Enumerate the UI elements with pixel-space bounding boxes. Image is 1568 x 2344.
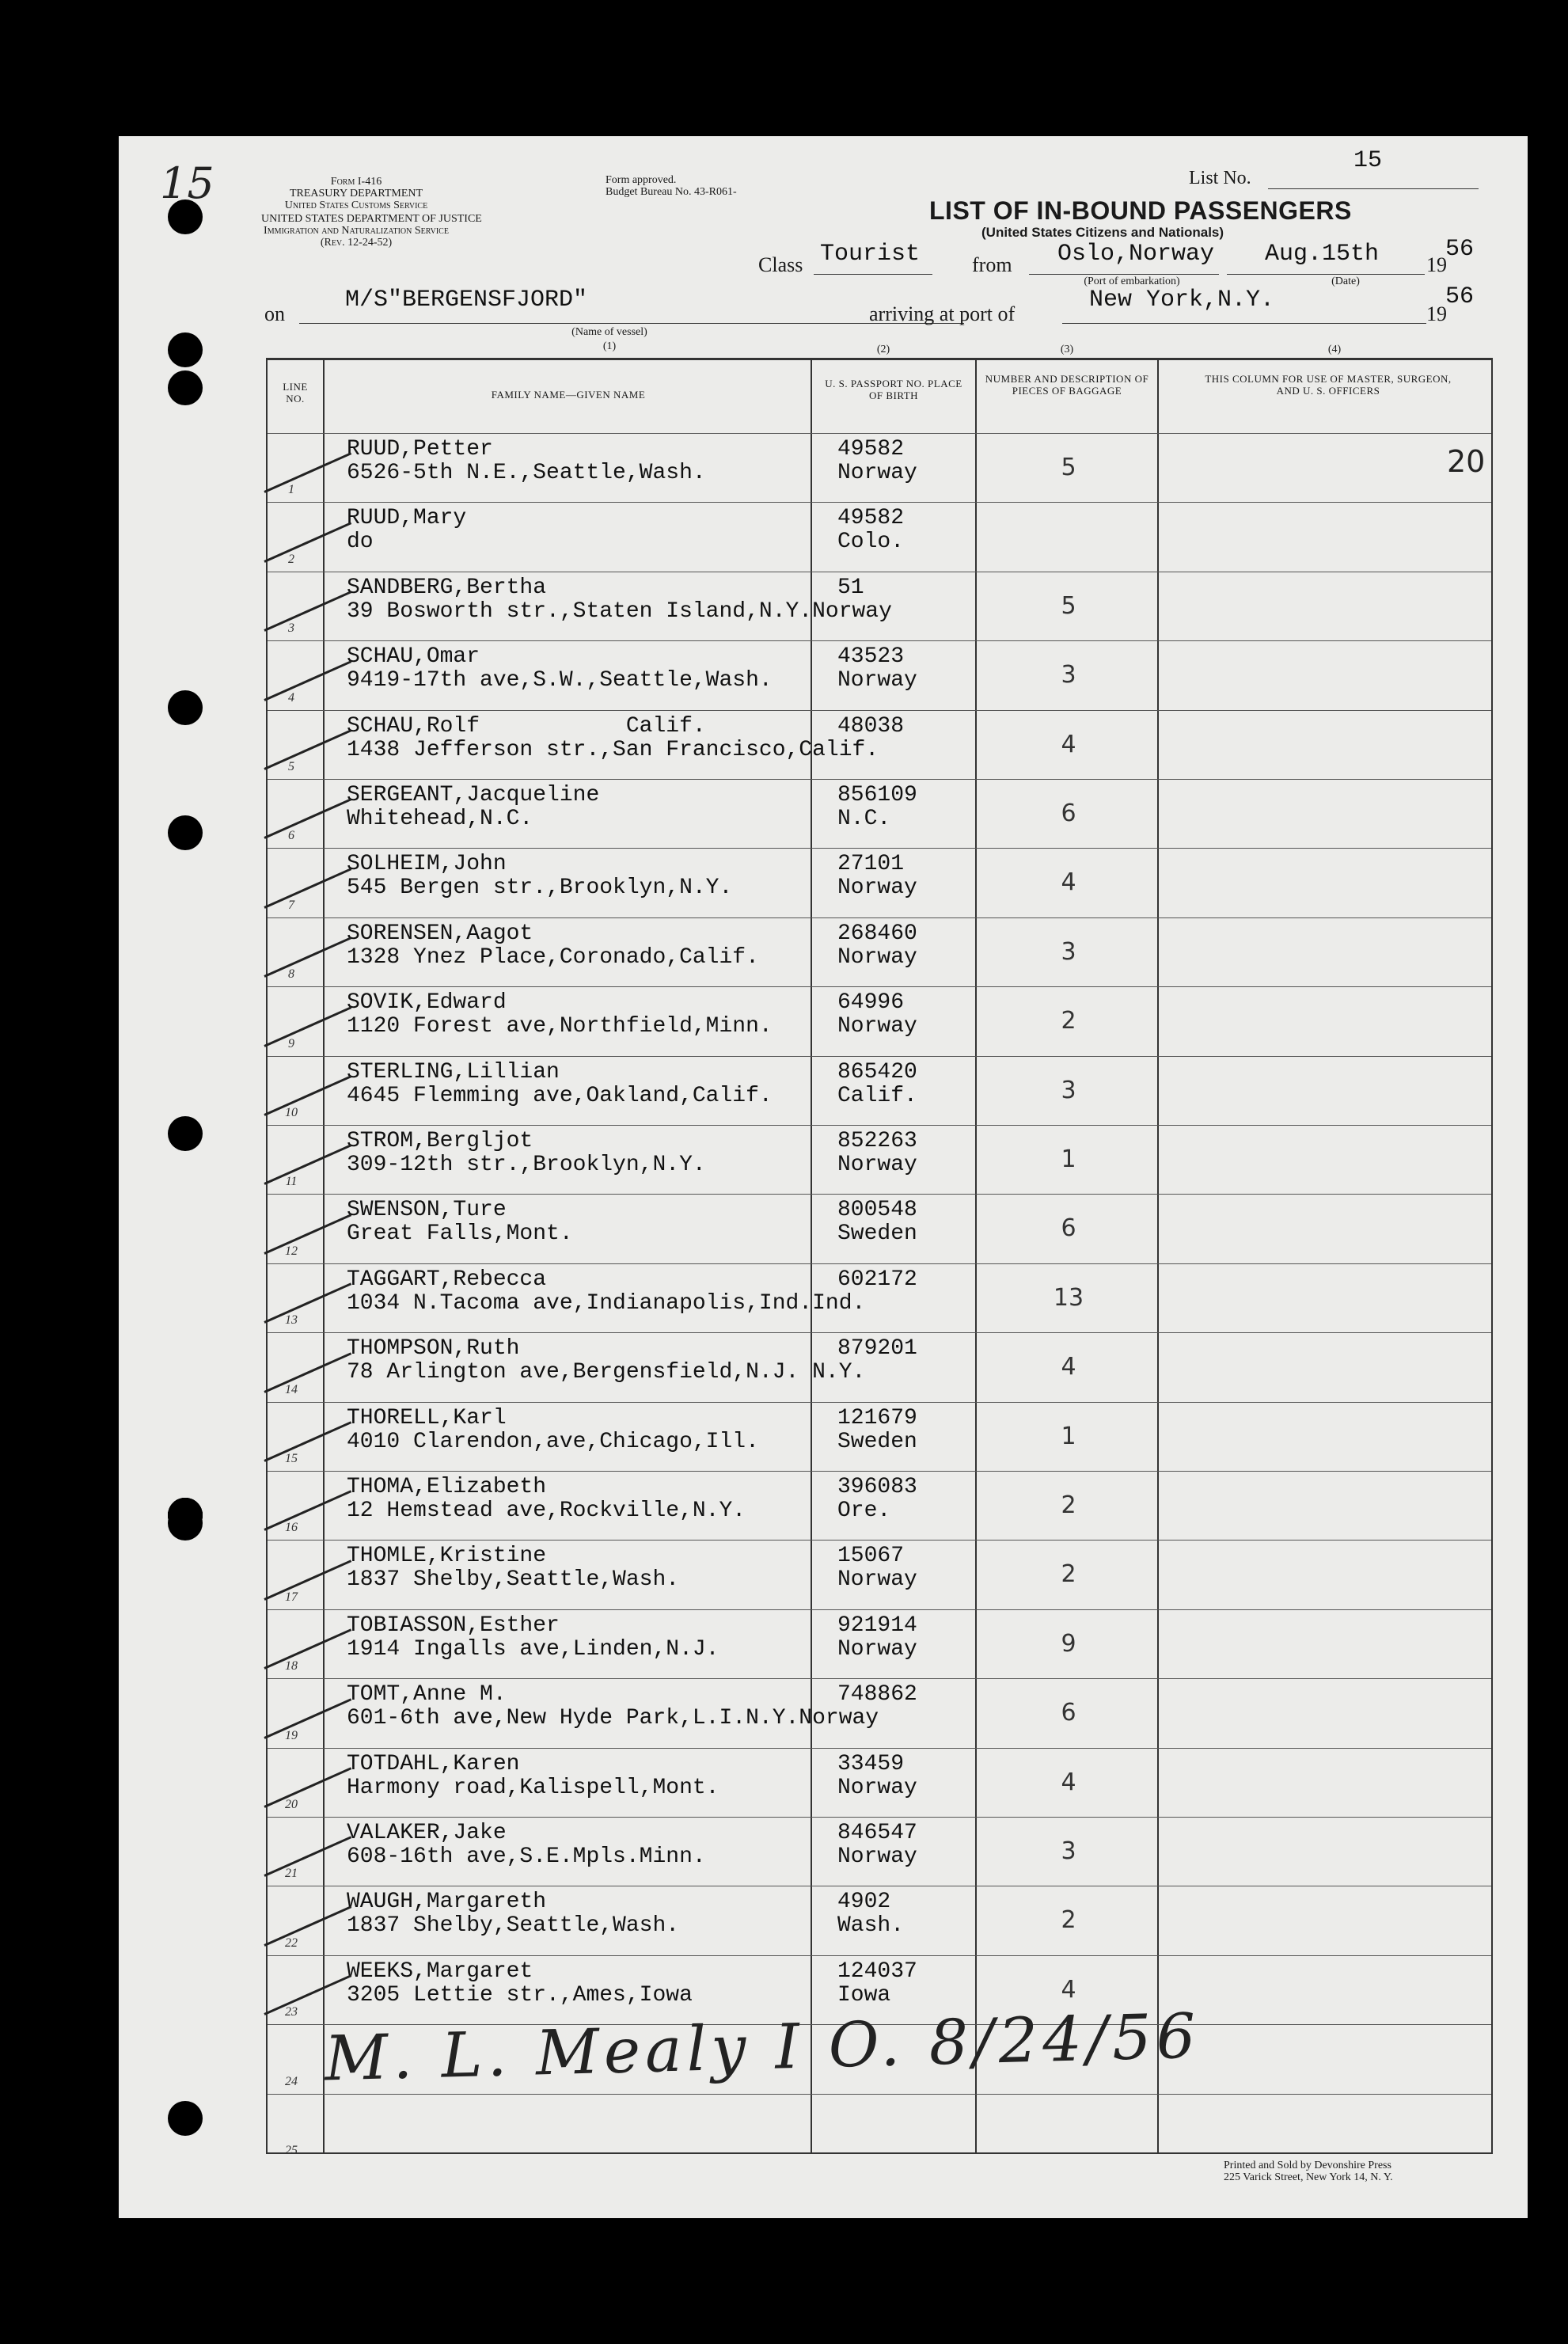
table-row: [268, 1263, 1491, 1332]
line-number: 5: [288, 759, 294, 773]
form-subtitle: (United States Citizens and Nationals): [981, 225, 1224, 240]
punch-hole: [168, 1498, 203, 1533]
passenger-name: THOMPSON,Ruth: [347, 1336, 520, 1362]
baggage-count: 6: [1061, 800, 1076, 827]
place-of-birth: Norway: [837, 1014, 917, 1039]
baggage-count: 5: [1061, 591, 1076, 620]
passenger-name: SOVIK,Edward: [347, 990, 507, 1016]
check-mark: [264, 660, 351, 701]
passenger-address: do: [347, 530, 374, 555]
passenger-address: 1120 Forest ave,Northfield,Minn.: [347, 1014, 773, 1039]
form-title: LIST OF IN-BOUND PASSENGERS: [929, 196, 1352, 225]
table-row: [268, 917, 1491, 986]
arrival-line: [1062, 323, 1426, 324]
passenger-name: TOMT,Anne M.: [347, 1682, 507, 1708]
line-number: 22: [285, 1936, 298, 1950]
punch-hole: [168, 2101, 203, 2136]
passenger-name: WEEKS,Margaret: [347, 1958, 533, 1984]
passenger-address: 4645 Flemming ave,Oakland,Calif.: [347, 1083, 773, 1108]
passenger-address: Harmony road,Kalispell,Mont.: [347, 1775, 719, 1800]
officer-note: 20: [1447, 444, 1486, 479]
passport-number: 121679: [837, 1405, 917, 1430]
table-row: [268, 1540, 1491, 1609]
table-row: [268, 1817, 1491, 1886]
baggage-count: 1: [1061, 1422, 1076, 1450]
check-mark: [264, 1145, 351, 1186]
header-line-no: LINE NO.: [283, 381, 308, 405]
vessel-name: M/S"BERGENSFJORD": [345, 287, 588, 313]
check-mark: [264, 1491, 351, 1532]
table-row: [268, 1886, 1491, 1955]
punch-hole: [168, 370, 203, 405]
passenger-address: 12 Hemstead ave,Rockville,N.Y.: [347, 1499, 746, 1523]
document-page: [119, 136, 1528, 2218]
passenger-name: THOMLE,Kristine: [347, 1544, 547, 1569]
printer-line: 225 Varick Street, New York 14, N. Y.: [1224, 2171, 1393, 2183]
line-number: 24: [285, 2074, 298, 2088]
baggage-count: 3: [1061, 1837, 1076, 1865]
check-mark: [264, 1767, 351, 1808]
table-row: [268, 779, 1491, 848]
line-number: 23: [285, 2005, 298, 2019]
table-row: [268, 1194, 1491, 1263]
passenger-name: TOBIASSON,Esther: [347, 1613, 560, 1638]
place-of-birth: Norway: [837, 1844, 917, 1869]
line-number: 15: [285, 1451, 298, 1465]
form-line: United States Customs Service: [284, 199, 428, 211]
passenger-address: 1837 Shelby,Seattle,Wash.: [347, 1567, 680, 1593]
form-line: TREASURY DEPARTMENT: [289, 188, 423, 199]
table-row: [268, 572, 1491, 640]
year-prefix: 19: [1426, 253, 1447, 276]
check-mark: [264, 1698, 351, 1739]
passport-number: 124037: [837, 1958, 917, 1984]
col-num-3: (3): [1060, 344, 1074, 355]
place-of-birth: Iowa: [837, 1982, 891, 2008]
passenger-name: WAUGH,Margareth: [347, 1890, 547, 1915]
passport-number: 48038: [837, 713, 905, 739]
baggage-count: 3: [1061, 661, 1076, 690]
check-mark: [264, 1975, 351, 2016]
table-row: [268, 1678, 1491, 1747]
table-row: [268, 1332, 1491, 1401]
passenger-name: SORENSEN,Aagot: [347, 921, 533, 946]
line-number: 21: [285, 1867, 298, 1881]
passport-number: 856109: [837, 783, 917, 807]
baggage-count: 6: [1061, 1214, 1076, 1243]
passenger-name: SCHAU,Rolf Calif.: [347, 713, 706, 739]
passenger-name: SWENSON,Ture: [347, 1198, 507, 1223]
passenger-name: STERLING,Lillian: [347, 1059, 560, 1085]
on-label: on: [264, 302, 285, 325]
list-no-label: List No.: [1189, 168, 1251, 188]
passport-number: 64996: [837, 990, 905, 1016]
passenger-address: 1034 N.Tacoma ave,Indianapolis,Ind.Ind.: [347, 1290, 866, 1316]
passenger-address: Whitehead,N.C.: [347, 807, 533, 831]
table-row: [268, 1056, 1491, 1125]
line-number: 6: [288, 829, 294, 843]
passenger-address: 78 Arlington ave,Bergensfield,N.J. N.Y.: [347, 1360, 866, 1385]
check-mark: [264, 1629, 351, 1670]
line-number: 13: [285, 1313, 298, 1328]
passenger-name: THORELL,Karl: [347, 1405, 507, 1430]
printer-line: Printed and Sold by Devonshire Press: [1224, 2160, 1391, 2171]
passenger-address: 4010 Clarendon,ave,Chicago,Ill.: [347, 1429, 759, 1454]
place-of-birth: Sweden: [837, 1429, 917, 1454]
date-caption: (Date): [1331, 275, 1360, 287]
place-of-birth: Norway: [837, 944, 917, 970]
approval-line: Budget Bureau No. 43-R061-: [606, 186, 737, 198]
punch-hole: [168, 1116, 203, 1151]
line-number: 9: [288, 1036, 294, 1050]
passport-number: 846547: [837, 1821, 917, 1845]
check-mark: [264, 1560, 351, 1601]
passenger-address: Great Falls,Mont.: [347, 1221, 573, 1247]
place-of-birth: Colo.: [837, 530, 905, 555]
port-caption: (Port of embarkation): [1084, 275, 1180, 287]
passenger-name: RUUD,Petter: [347, 437, 493, 462]
date-line: [1227, 274, 1425, 275]
line-number: 1: [288, 483, 294, 497]
passenger-address: 601-6th ave,New Hyde Park,L.I.N.Y.Norway: [347, 1706, 879, 1731]
class-label: Class: [758, 253, 803, 276]
arrival-port: New York,N.Y.: [1089, 287, 1275, 313]
class-line: [814, 274, 932, 275]
baggage-count: 2: [1061, 1906, 1076, 1935]
header-passport: U. S. PASSPORT NO. PLACE OF BIRTH: [825, 378, 962, 401]
line-number: 2: [288, 552, 294, 566]
check-mark: [264, 1905, 351, 1947]
signature: M. L. Mealy I O. 8/24/56: [324, 2000, 1202, 2095]
header-officers: THIS COLUMN FOR USE OF MASTER, SURGEON, AND U. S. OFFICERS: [1205, 373, 1452, 397]
passenger-table: [266, 358, 1493, 2157]
line-number: 12: [285, 1244, 298, 1258]
from-line: [1029, 274, 1219, 275]
vessel-caption: (Name of vessel): [571, 326, 647, 338]
passport-number: 4902: [837, 1890, 891, 1915]
place-of-birth: Norway: [837, 1153, 917, 1177]
check-mark: [264, 522, 351, 563]
passenger-address: 1438 Jefferson str.,San Francisco,Calif.: [347, 737, 879, 762]
baggage-count: 4: [1061, 730, 1076, 758]
check-mark: [264, 1006, 351, 1047]
from-label: from: [972, 253, 1012, 276]
passenger-name: TAGGART,Rebecca: [347, 1267, 547, 1292]
check-mark: [264, 729, 351, 770]
passport-number: 268460: [837, 921, 917, 946]
passport-number: 602172: [837, 1267, 917, 1292]
place-of-birth: Wash.: [837, 1913, 905, 1939]
approval-line: Form approved.: [606, 174, 677, 186]
line-number: 14: [285, 1382, 298, 1396]
line-number: 20: [285, 1797, 298, 1811]
baggage-count: 4: [1061, 868, 1076, 897]
baggage-count: 1: [1061, 1145, 1076, 1173]
passport-number: 879201: [837, 1336, 917, 1362]
place-of-birth: Norway: [837, 1636, 917, 1662]
table-row: [268, 1748, 1491, 1817]
baggage-count: 2: [1061, 1491, 1076, 1519]
check-mark: [264, 1283, 351, 1324]
check-mark: [264, 1421, 351, 1462]
line-number: 18: [285, 1659, 298, 1673]
vessel-line: [299, 323, 964, 324]
table-row: [268, 1125, 1491, 1194]
baggage-count: 5: [1061, 454, 1076, 481]
passenger-name: SCHAU,Omar: [347, 644, 480, 670]
passenger-address: 1837 Shelby,Seattle,Wash.: [347, 1913, 680, 1939]
table-row: [268, 1402, 1491, 1471]
form-line: Immigration and Naturalization Service: [264, 225, 449, 237]
passenger-name: STROM,Bergljot: [347, 1129, 533, 1153]
check-mark: [264, 1352, 351, 1393]
line-number: 3: [288, 621, 294, 636]
table-row: [268, 1609, 1491, 1678]
passenger-address: 545 Bergen str.,Brooklyn,N.Y.: [347, 876, 733, 901]
place-of-birth: Norway: [837, 1567, 917, 1593]
form-line: UNITED STATES DEPARTMENT OF JUSTICE: [261, 213, 482, 225]
check-mark: [264, 453, 351, 494]
arriving-label: arriving at port of: [869, 302, 1016, 325]
passenger-name: SERGEANT,Jacqueline: [347, 783, 600, 807]
year2-suffix: 56: [1445, 283, 1475, 310]
passenger-address: 9419-17th ave,S.W.,Seattle,Wash.: [347, 668, 773, 693]
passport-number: 748862: [837, 1682, 917, 1708]
passport-number: 27101: [837, 852, 905, 877]
baggage-count: 4: [1061, 1353, 1076, 1381]
passport-number: 396083: [837, 1475, 917, 1499]
table-row: [268, 433, 1491, 502]
check-mark: [264, 868, 351, 909]
table-row: [268, 1471, 1491, 1540]
table-row: [268, 502, 1491, 571]
col-num-2: (2): [876, 344, 890, 355]
passport-number: 800548: [837, 1198, 917, 1223]
passenger-address: 39 Bosworth str.,Staten Island,N.Y.Norway: [347, 598, 892, 624]
passport-number: 852263: [837, 1129, 917, 1153]
place-of-birth: Norway: [837, 668, 917, 693]
passenger-name: TOTDAHL,Karen: [347, 1751, 520, 1776]
form-line: (Rev. 12-24-52): [320, 237, 393, 249]
punch-hole: [168, 690, 203, 725]
passenger-address: 1914 Ingalls ave,Linden,N.J.: [347, 1636, 719, 1662]
passenger-name: VALAKER,Jake: [347, 1821, 507, 1845]
passport-number: 43523: [837, 644, 905, 670]
place-of-birth: Norway: [837, 1775, 917, 1800]
punch-hole: [168, 815, 203, 850]
place-of-birth: Norway: [837, 461, 917, 485]
baggage-count: 13: [1053, 1283, 1084, 1312]
date-value: Aug.15th: [1265, 241, 1380, 268]
passport-number: 49582: [837, 506, 905, 531]
punch-hole: [168, 332, 203, 367]
baggage-count: 3: [1061, 1076, 1076, 1104]
from-value: Oslo,Norway: [1057, 241, 1215, 268]
place-of-birth: Ore.: [837, 1499, 891, 1523]
form-line: Form I-416: [330, 176, 382, 188]
year-suffix: 56: [1445, 236, 1475, 263]
table-row: [268, 640, 1491, 709]
passenger-name: SOLHEIM,John: [347, 852, 507, 877]
place-of-birth: Norway: [837, 876, 917, 901]
passport-number: 51: [837, 575, 864, 600]
passport-number: 49582: [837, 437, 905, 462]
baggage-count: 2: [1061, 1560, 1076, 1589]
line-number: 10: [285, 1105, 298, 1119]
list-no-value: 15: [1353, 147, 1383, 174]
passport-number: 865420: [837, 1059, 917, 1085]
place-of-birth: N.C.: [837, 807, 891, 831]
table-row: [268, 848, 1491, 917]
line-number: 8: [288, 967, 294, 982]
printer-imprint: [1224, 2160, 1393, 2183]
line-number: 25: [285, 2143, 298, 2157]
col-num-4: (4): [1327, 344, 1342, 355]
line-number: 11: [285, 1175, 298, 1189]
year2-prefix: 19: [1426, 302, 1447, 325]
passenger-name: SANDBERG,Bertha: [347, 575, 547, 600]
passenger-address: 3205 Lettie str.,Ames,Iowa: [347, 1982, 693, 2008]
line-number: 19: [285, 1728, 298, 1742]
place-of-birth: Sweden: [837, 1221, 917, 1247]
passenger-address: 6526-5th N.E.,Seattle,Wash.: [347, 461, 706, 485]
handwritten-page-number: 15: [160, 158, 215, 208]
line-number: 16: [285, 1521, 298, 1535]
line-number: 7: [288, 898, 294, 912]
passenger-name: RUUD,Mary: [347, 506, 467, 531]
line-number: 17: [285, 1590, 298, 1604]
baggage-count: 4: [1061, 1975, 1076, 2004]
place-of-birth: Calif.: [837, 1083, 917, 1108]
passport-number: 15067: [837, 1544, 905, 1569]
passenger-name: THOMA,Elizabeth: [347, 1475, 547, 1499]
col-num-1: (1): [602, 340, 617, 352]
passport-number: 921914: [837, 1613, 917, 1638]
passenger-address: 309-12th str.,Brooklyn,N.Y.: [347, 1153, 706, 1177]
check-mark: [264, 799, 351, 840]
passenger-address: 608-16th ave,S.E.Mpls.Minn.: [347, 1844, 706, 1869]
passport-number: 33459: [837, 1751, 905, 1776]
check-mark: [264, 591, 351, 633]
class-value: Tourist: [820, 241, 921, 268]
header-name: FAMILY NAME—GIVEN NAME: [491, 389, 646, 401]
table-row: [268, 2094, 1491, 2163]
baggage-count: 9: [1061, 1629, 1076, 1658]
baggage-count: 2: [1061, 1007, 1076, 1035]
baggage-count: 6: [1061, 1699, 1076, 1727]
passenger-address: 1328 Ynez Place,Coronado,Calif.: [347, 944, 759, 970]
header-baggage: NUMBER AND DESCRIPTION OF PIECES OF BAGGAGE: [985, 373, 1149, 397]
approval-block: [606, 174, 811, 198]
check-mark: [264, 1075, 351, 1116]
line-number: 4: [288, 690, 294, 705]
check-mark: [264, 1837, 351, 1878]
list-no-line: [1268, 188, 1479, 189]
check-mark: [264, 1214, 351, 1255]
baggage-count: 3: [1061, 937, 1076, 966]
table-row: [268, 710, 1491, 779]
table-row: [268, 986, 1491, 1055]
check-mark: [264, 937, 351, 978]
baggage-count: 4: [1061, 1768, 1076, 1796]
form-id-block: [261, 176, 482, 249]
